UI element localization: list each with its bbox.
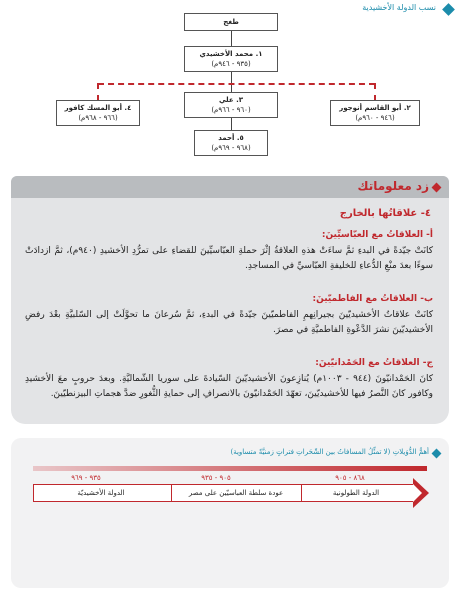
- timeline-divider: [171, 484, 172, 502]
- timeline-stripe: [33, 466, 427, 471]
- tree-connector: [231, 118, 232, 130]
- section-title: ٤- علاقاتُها بالخارج: [339, 208, 431, 219]
- tree-node-title: ٣. علي: [218, 96, 244, 104]
- timeline-date: ٨٦٨ - ٩٠٥: [335, 474, 365, 482]
- tree-node-founder: [184, 46, 278, 72]
- tree-node-root: [184, 13, 278, 31]
- tree-node-dates: (٩٦٨ - ٩٦٩م): [211, 144, 251, 152]
- tree-node-title: ٤. أبو المسك كافور: [64, 104, 132, 112]
- subheading-fatimids: ب- العلاقاتُ مع الفاطميّينَ:: [312, 294, 433, 304]
- tree-dashed-line: [98, 83, 375, 85]
- tree-node-ahmad: [194, 130, 268, 156]
- timeline-date: ٩٠٥ - ٩٣٥: [201, 474, 231, 482]
- paragraph-hamdanids: كانَ الحَمْدانيّونَ (٩٤٤ - ١٠٠٣م) يُنازِعونَ الأخشيديّينَ السّيادةَ على سوريا الشّماليَّةِ. وبعدَ حروبٍ معَ الأخشيدِ وكافور كانَ النَّصرُ فيها للأخشيديّينَ، تعهّدَ الحَمْدانيّونَ بالانصرافِ إلى حمايةِ الثُّغورِ ضدَّ هجماتِ البيزنطيّينَ.: [25, 374, 433, 399]
- tree-node-dates: (٩٣٥ - ٩٤٦م): [211, 60, 251, 68]
- tree-node-dates: (٩٤٦ - ٩٦٠م): [355, 114, 395, 122]
- info-header: [11, 176, 449, 198]
- tree-node-title: ١. محمد الأخشيدي: [199, 50, 263, 58]
- tree-title: نسب الدولة الأخشيدية: [362, 3, 436, 12]
- tree-dashed-line: [374, 83, 376, 101]
- info-title: زد معلوماتك: [357, 179, 429, 193]
- tree-connector: [231, 72, 232, 92]
- paragraph-abbasids: كانَتْ جيّدةً في البدءِ ثمَّ ساءَتْ هذهِ العلاقةُ إثْرَ حملةِ العبّاسيِّينَ للقضاءِ على تمرُّدِ الأخشيدِ (٩٤٠م)، ثمَّ ازدادَتْ سوءًا بعدَ منْعِ الدُّعاءِ للخليفةِ العبّاسيِّ في المساجدِ.: [25, 246, 433, 271]
- family-tree: [0, 0, 462, 178]
- tree-node-title: ٢. أبو القاسم أنوجور: [339, 104, 411, 112]
- timeline-date: ٩٣٥ - ٩٦٩: [71, 474, 101, 482]
- timeline-period-label: الدولة الطولونية: [332, 489, 380, 497]
- tree-dashed-line: [97, 83, 99, 101]
- tree-node-title: طغج: [223, 18, 239, 26]
- timeline-period-label: الدولة الأخشيديّة: [77, 489, 125, 497]
- paragraph-fatimids: كانَتْ علاقاتُ الأخشيديّينَ بجيرانِهمِ الفاطميّينَ جيّدةً في البدءِ، ثمَّ سُرعانَ ما تحوَّلَتْ إلى السّلبيَّةِ بعْدَ رفضِ الأخشيديّينَ نشرَ الدَّعْوةِ الفاطميَّةِ في مصرَ.: [25, 310, 433, 335]
- tree-node-dates: (٩٦٠ - ٩٦٦م): [211, 106, 251, 114]
- tree-node-anujur: [330, 100, 420, 126]
- diamond-icon: [442, 3, 455, 16]
- timeline-title: أهمُّ الدُّوَيلاتِ (لا تمثِّلُ المسافاتُ بين الشّحَراتِ فتراتٍ زمنيَّةً متساوية): [230, 448, 429, 456]
- tree-node-dates: (٩٦٦ - ٩٦٨م): [78, 114, 118, 122]
- subheading-hamdanids: ج- العلاقاتُ مع الحَمْدانيّينَ:: [315, 358, 433, 368]
- subheading-abbasids: أ- العلاقاتُ مع العبّاسيِّينَ:: [321, 230, 433, 240]
- timeline-period-label: عودة سلطة العباسيّين على مصر: [188, 489, 284, 497]
- tree-connector: [231, 31, 232, 46]
- tree-node-kafur: [56, 100, 140, 126]
- timeline-panel: [11, 438, 449, 588]
- info-box: [11, 176, 449, 424]
- diamond-icon: [432, 183, 442, 193]
- tree-node-ali: [184, 92, 278, 118]
- diamond-icon: [432, 449, 442, 459]
- tree-node-title: ٥. أحمد: [218, 134, 244, 142]
